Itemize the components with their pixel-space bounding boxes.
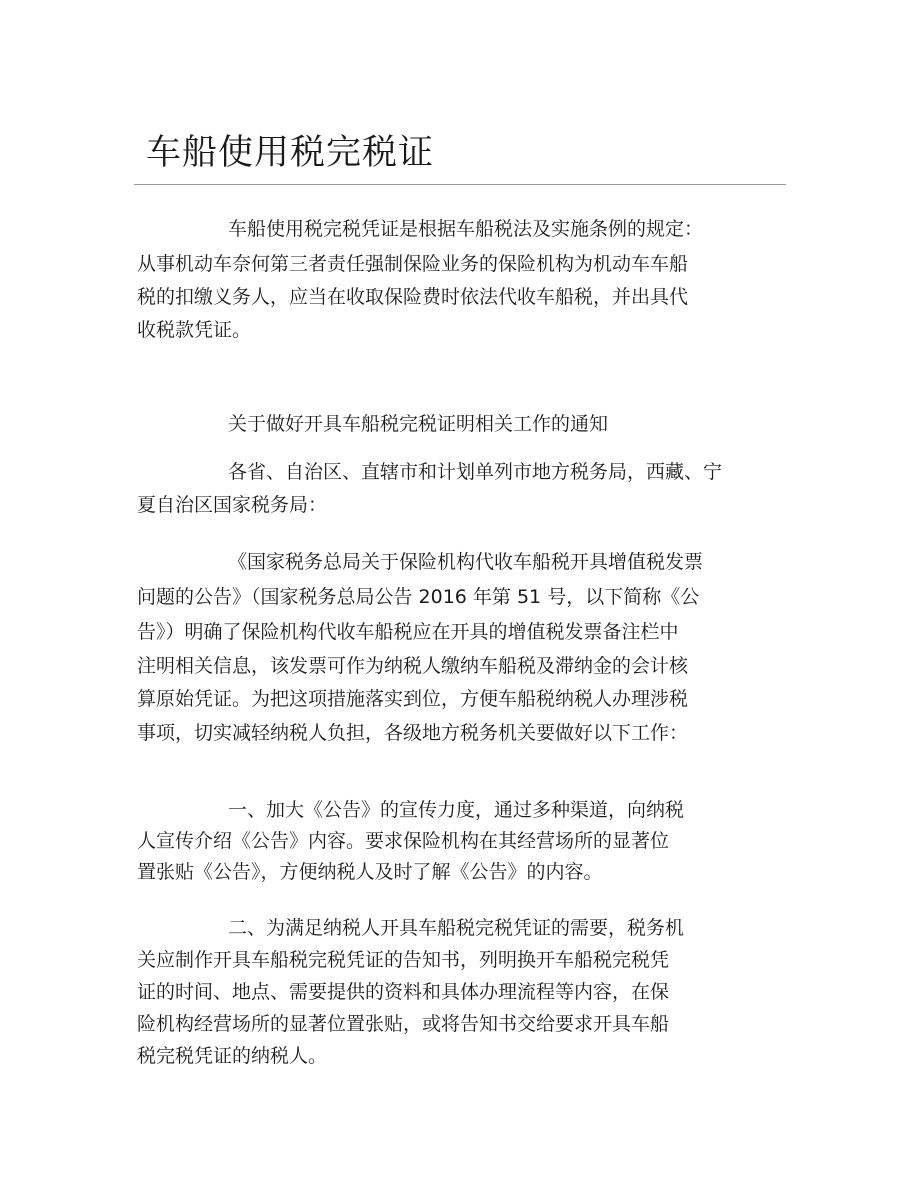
paragraph-line: 税的扣缴义务人，应当在收取保险费时依法代收车船税，并出具代 [137, 286, 689, 308]
paragraph-line: 事项，切实减轻纳税人负担，各级地方税务机关要做好以下工作： [137, 722, 689, 744]
paragraph-line: 人宣传介绍《公告》内容。要求保险机构在其经营场所的显著位 [137, 830, 670, 852]
title-divider [134, 184, 786, 185]
paragraph-line: 险机构经营场所的显著位置张贴，或将告知书交给要求开具车船 [137, 1013, 670, 1035]
paragraph-line: 从事机动车奈何第三者责任强制保险业务的保险机构为机动车车船 [137, 253, 689, 275]
page-title: 车船使用税完税证 [146, 133, 435, 173]
paragraph-line: 收税款凭证。 [137, 319, 252, 341]
paragraph-line: 问题的公告》（国家税务总局公告 2016 年第 51 号，以下简称《公 [137, 586, 700, 608]
paragraph-line: 关应制作开具车船税完税凭证的告知书，列明换开车船税完税凭 [137, 949, 670, 971]
paragraph-line: 置张贴《公告》，方便纳税人及时了解《公告》的内容。 [137, 861, 603, 883]
paragraph-line: 车船使用税完税凭证是根据车船税法及实施条例的规定： [228, 218, 704, 240]
paragraph-line: 二、为满足纳税人开具车船税完税凭证的需要，税务机 [228, 917, 685, 939]
paragraph-line: 注明相关信息，该发票可作为纳税人缴纳车船税及滞纳金的会计核 [137, 655, 689, 677]
paragraph-line: 算原始凭证。为把这项措施落实到位，方便车船税纳税人办理涉税 [137, 688, 689, 710]
paragraph-line: 夏自治区国家税务局： [137, 494, 328, 516]
paragraph-line: 《国家税务总局关于保险机构代收车船税开具增值税发票 [228, 551, 704, 573]
paragraph-line: 税完税凭证的纳税人。 [137, 1045, 328, 1067]
paragraph-line: 告》）明确了保险机构代收车船税应在开具的增值税发票备注栏中 [137, 621, 679, 643]
paragraph-line: 各省、自治区、直辖市和计划单列市地方税务局，西藏、宁 [228, 461, 723, 483]
paragraph-line: 一、加大《公告》的宣传力度，通过多种渠道，向纳税 [228, 799, 685, 821]
paragraph-line: 证的时间、地点、需要提供的资料和具体办理流程等内容，在保 [137, 981, 670, 1003]
notice-title: 关于做好开具车船税完税证明相关工作的通知 [228, 413, 609, 435]
